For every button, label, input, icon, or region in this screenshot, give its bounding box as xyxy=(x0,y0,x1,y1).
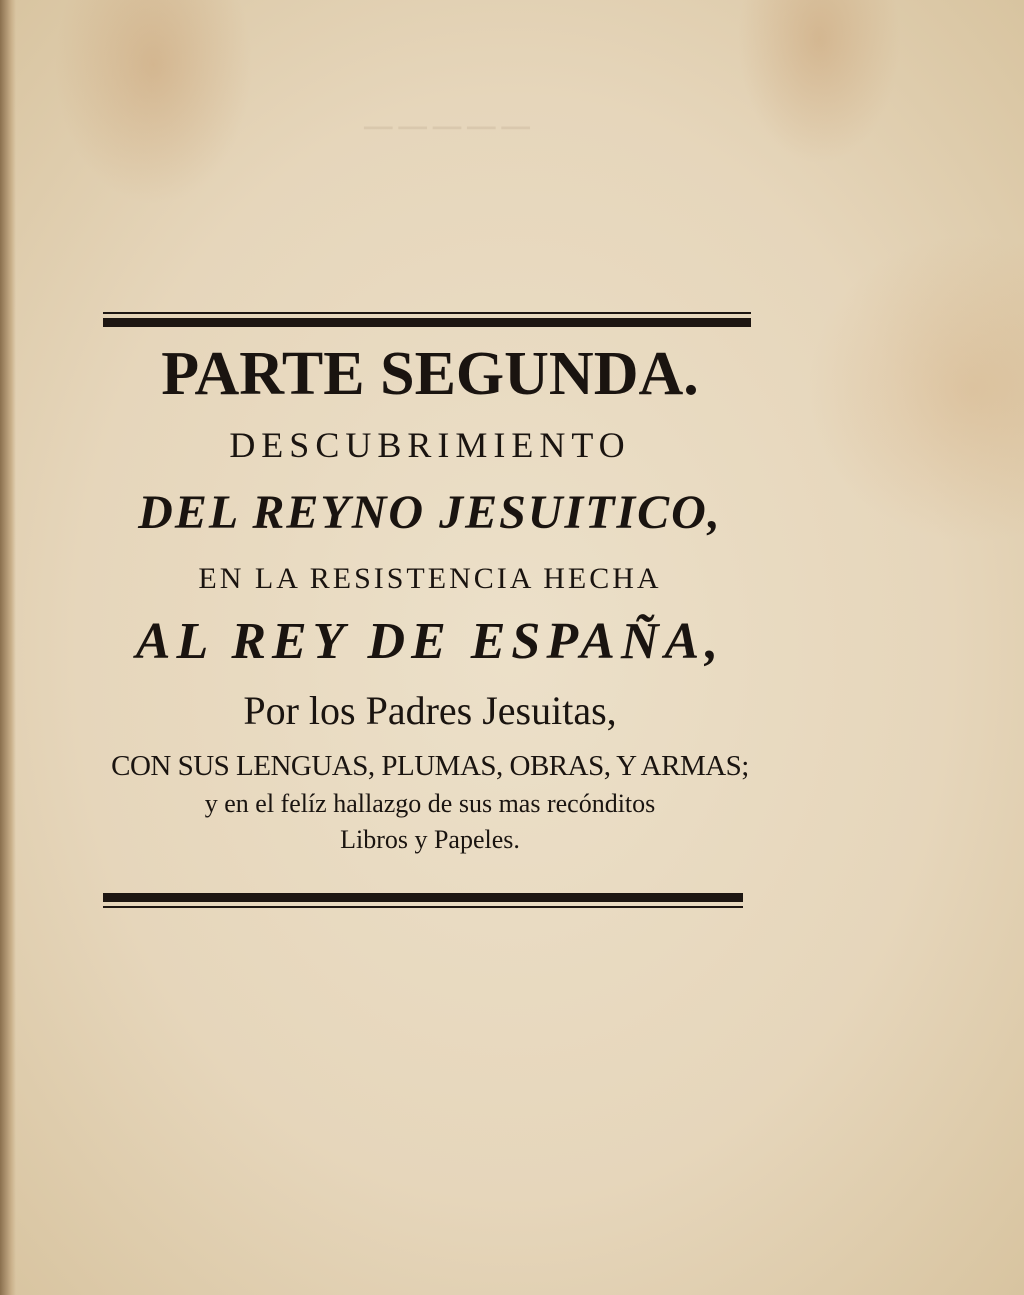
subtitle-line-8: Libros y Papeles. xyxy=(340,825,520,854)
bottom-double-rule xyxy=(103,893,743,908)
subtitle-line-3: EN LA RESISTENCIA HECHA xyxy=(198,562,662,595)
part-heading: PARTE SEGUNDA. xyxy=(161,340,699,408)
title-block xyxy=(100,330,760,858)
top-double-rule xyxy=(103,312,751,327)
subtitle-line-4: AL REY DE ESPAÑA, xyxy=(135,613,725,670)
rule-thin xyxy=(103,906,743,908)
page-spine-shadow xyxy=(0,0,16,1295)
rule-thick xyxy=(103,893,743,902)
subtitle-line-2: DEL REYNO JESUITICO, xyxy=(138,486,722,539)
subtitle-line-6: CON SUS LENGUAS, PLUMAS, OBRAS, Y ARMAS; xyxy=(111,750,749,782)
subtitle-line-7: y en el felíz hallazgo de sus mas recónditos xyxy=(204,789,656,818)
subtitle-line-5: Por los Padres Jesuitas, xyxy=(243,688,617,733)
subtitle-line-1: DESCUBRIMIENTO xyxy=(229,425,631,465)
rule-thick xyxy=(103,318,751,327)
bleed-through-texture: ───── xyxy=(364,104,536,149)
